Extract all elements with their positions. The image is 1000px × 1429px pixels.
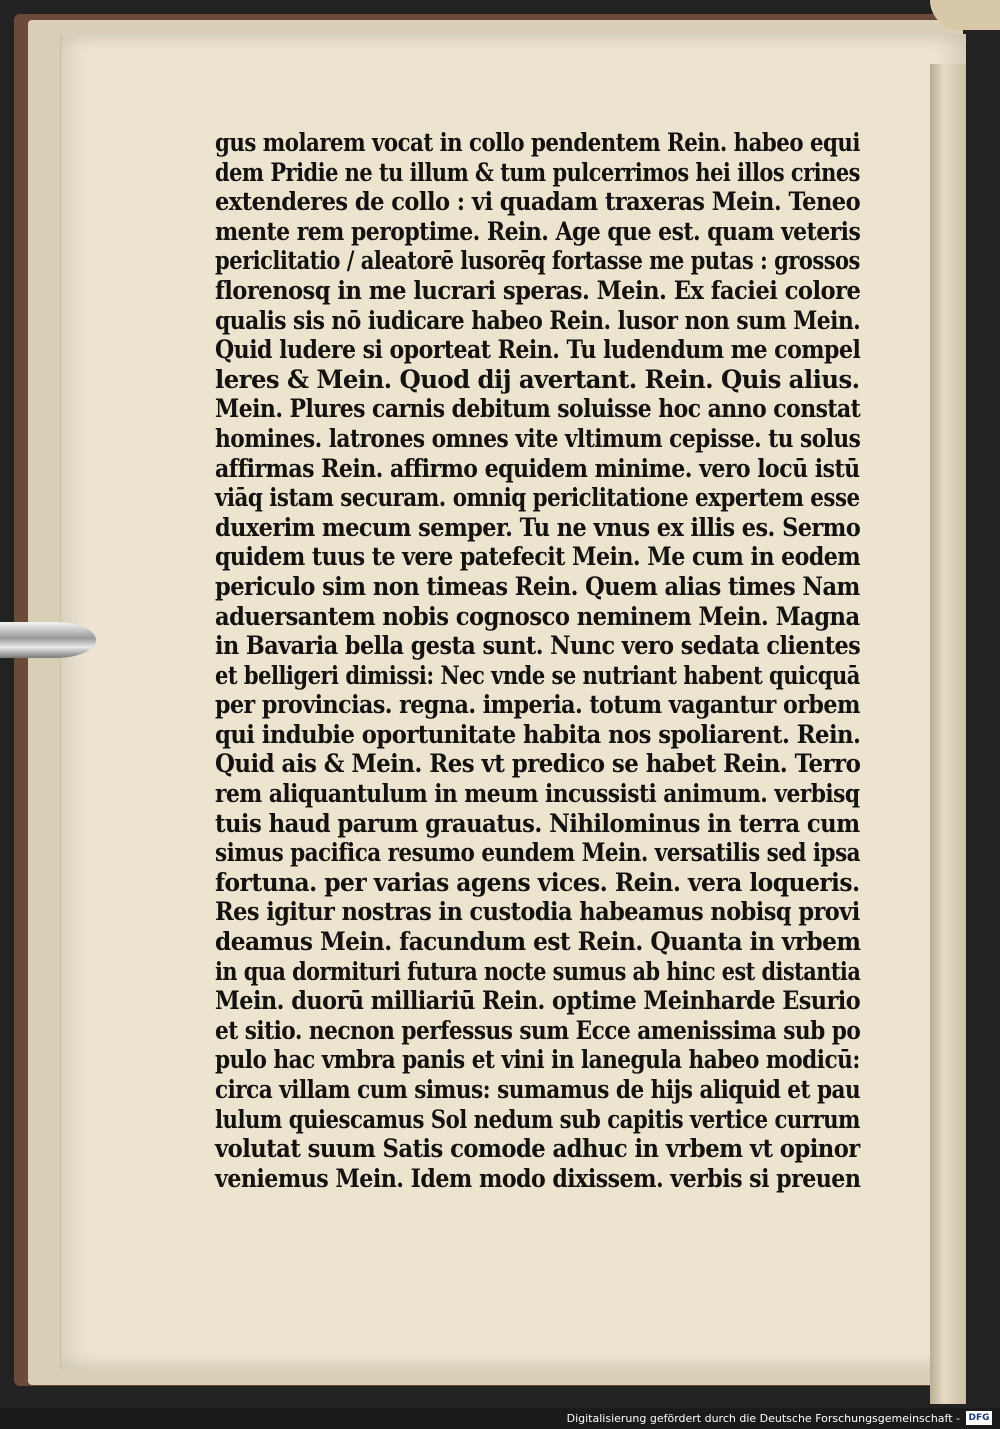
text-line: rem aliquantulum in meum incussisti animum. verbisq — [215, 779, 860, 809]
text-line: pulo hac vmbra panis et vini in lanegula habeo modicū: — [215, 1045, 860, 1075]
text-line: Res igitur nostras in custodia habeamus nobisq provi — [215, 897, 860, 927]
text-line: volutat suum Satis comode adhuc in vrbem vt opinor — [215, 1134, 860, 1164]
footer-bar — [0, 1408, 1000, 1429]
text-line: Mein. duorū milliariū Rein. optime Meinharde Esurio — [215, 986, 861, 1016]
text-line: dem Pridie ne tu illum & tum pulcerrimos hei illos crines — [215, 157, 860, 187]
text-block — [215, 128, 860, 1193]
text-line: qualis sis nō iudicare habeo Rein. lusor non sum Mein. — [215, 305, 861, 335]
text-line: circa villam cum simus: sumamus de hijs aliquid et pau — [215, 1075, 861, 1104]
text-line: Mein. Plures carnis debitum soluisse hoc anno constat — [215, 394, 861, 424]
text-line: periculo sim non timeas Rein. Quem alias times Nam — [215, 571, 860, 601]
text-line: et sitio. necnon perfessus sum Ecce amenissima sub po — [215, 1015, 861, 1045]
text-line: in Bavaria bella gesta sunt. Nunc vero sedata clientes — [215, 631, 861, 661]
text-line: simus pacifica resumo eundem Mein. versatilis sed ipsa — [215, 838, 861, 868]
text-line: florenosq in me lucrari speras. Mein. Ex faciei colore — [215, 275, 861, 305]
text-line: gus molarem vocat in collo pendentem Rein. habeo equi — [215, 128, 860, 157]
text-line: tuis haud parum grauatus. Nihilominus in terra cum — [215, 808, 860, 838]
text-line: periclitatio / aleatorē lusorēq fortasse me putas : grossos — [215, 246, 860, 276]
text-line: quidem tuus te vere patefecit Mein. Me cum in eodem — [215, 542, 861, 572]
text-line: qui indubie oportunitate habita nos spoliarent. Rein. — [215, 719, 861, 749]
text-line: duxerim mecum semper. Tu ne vnus ex illis es. Sermo — [215, 512, 861, 542]
text-line: aduersantem nobis cognosco neminem Mein. Magna — [215, 601, 860, 631]
text-line: lulum quiescamus Sol nedum sub capitis vertice currum — [215, 1104, 860, 1134]
footer-credit: Digitalisierung gefördert durch die Deutsche Forschungsgemeinschaft - — [566, 1412, 960, 1425]
text-line: Quid ais & Mein. Res vt predico se habet Rein. Terro — [215, 749, 861, 779]
text-line: leres & Mein. Quod dij avertant. Rein. Quis alius. — [215, 364, 860, 394]
text-line: viāq istam securam. omniq periclitatione expertem esse — [215, 483, 860, 513]
page-edge — [930, 64, 966, 1404]
text-line: deamus Mein. facundum est Rein. Quanta in vrbem — [215, 927, 861, 957]
text-line: affirmas Rein. affirmo equidem minime. vero locū istū — [215, 453, 860, 483]
text-line: veniemus Mein. Idem modo dixissem. verbis si preuen — [215, 1163, 861, 1193]
text-line: mente rem peroptime. Rein. Age que est. quam veteris — [215, 216, 861, 246]
text-line: Quid ludere si oporteat Rein. Tu ludendum me compel — [215, 335, 861, 365]
text-line: per provincias. regna. imperia. totum vagantur orbem — [215, 690, 860, 720]
text-line: fortuna. per varias agens vices. Rein. vera loqueris. — [215, 867, 860, 897]
page-clip-icon — [0, 622, 96, 658]
text-line: in qua dormituri futura nocte sumus ab hinc est distantia — [215, 956, 861, 986]
text-line: extenderes de collo : vi quadam traxeras Mein. Teneo — [215, 187, 861, 217]
text-line: homines. latrones omnes vite vltimum cepisse. tu solus — [215, 423, 861, 453]
dfg-logo-icon: DFG — [966, 1411, 992, 1425]
text-line: et belligeri dimissi: Nec vnde se nutriant habent quicquā — [215, 660, 860, 690]
